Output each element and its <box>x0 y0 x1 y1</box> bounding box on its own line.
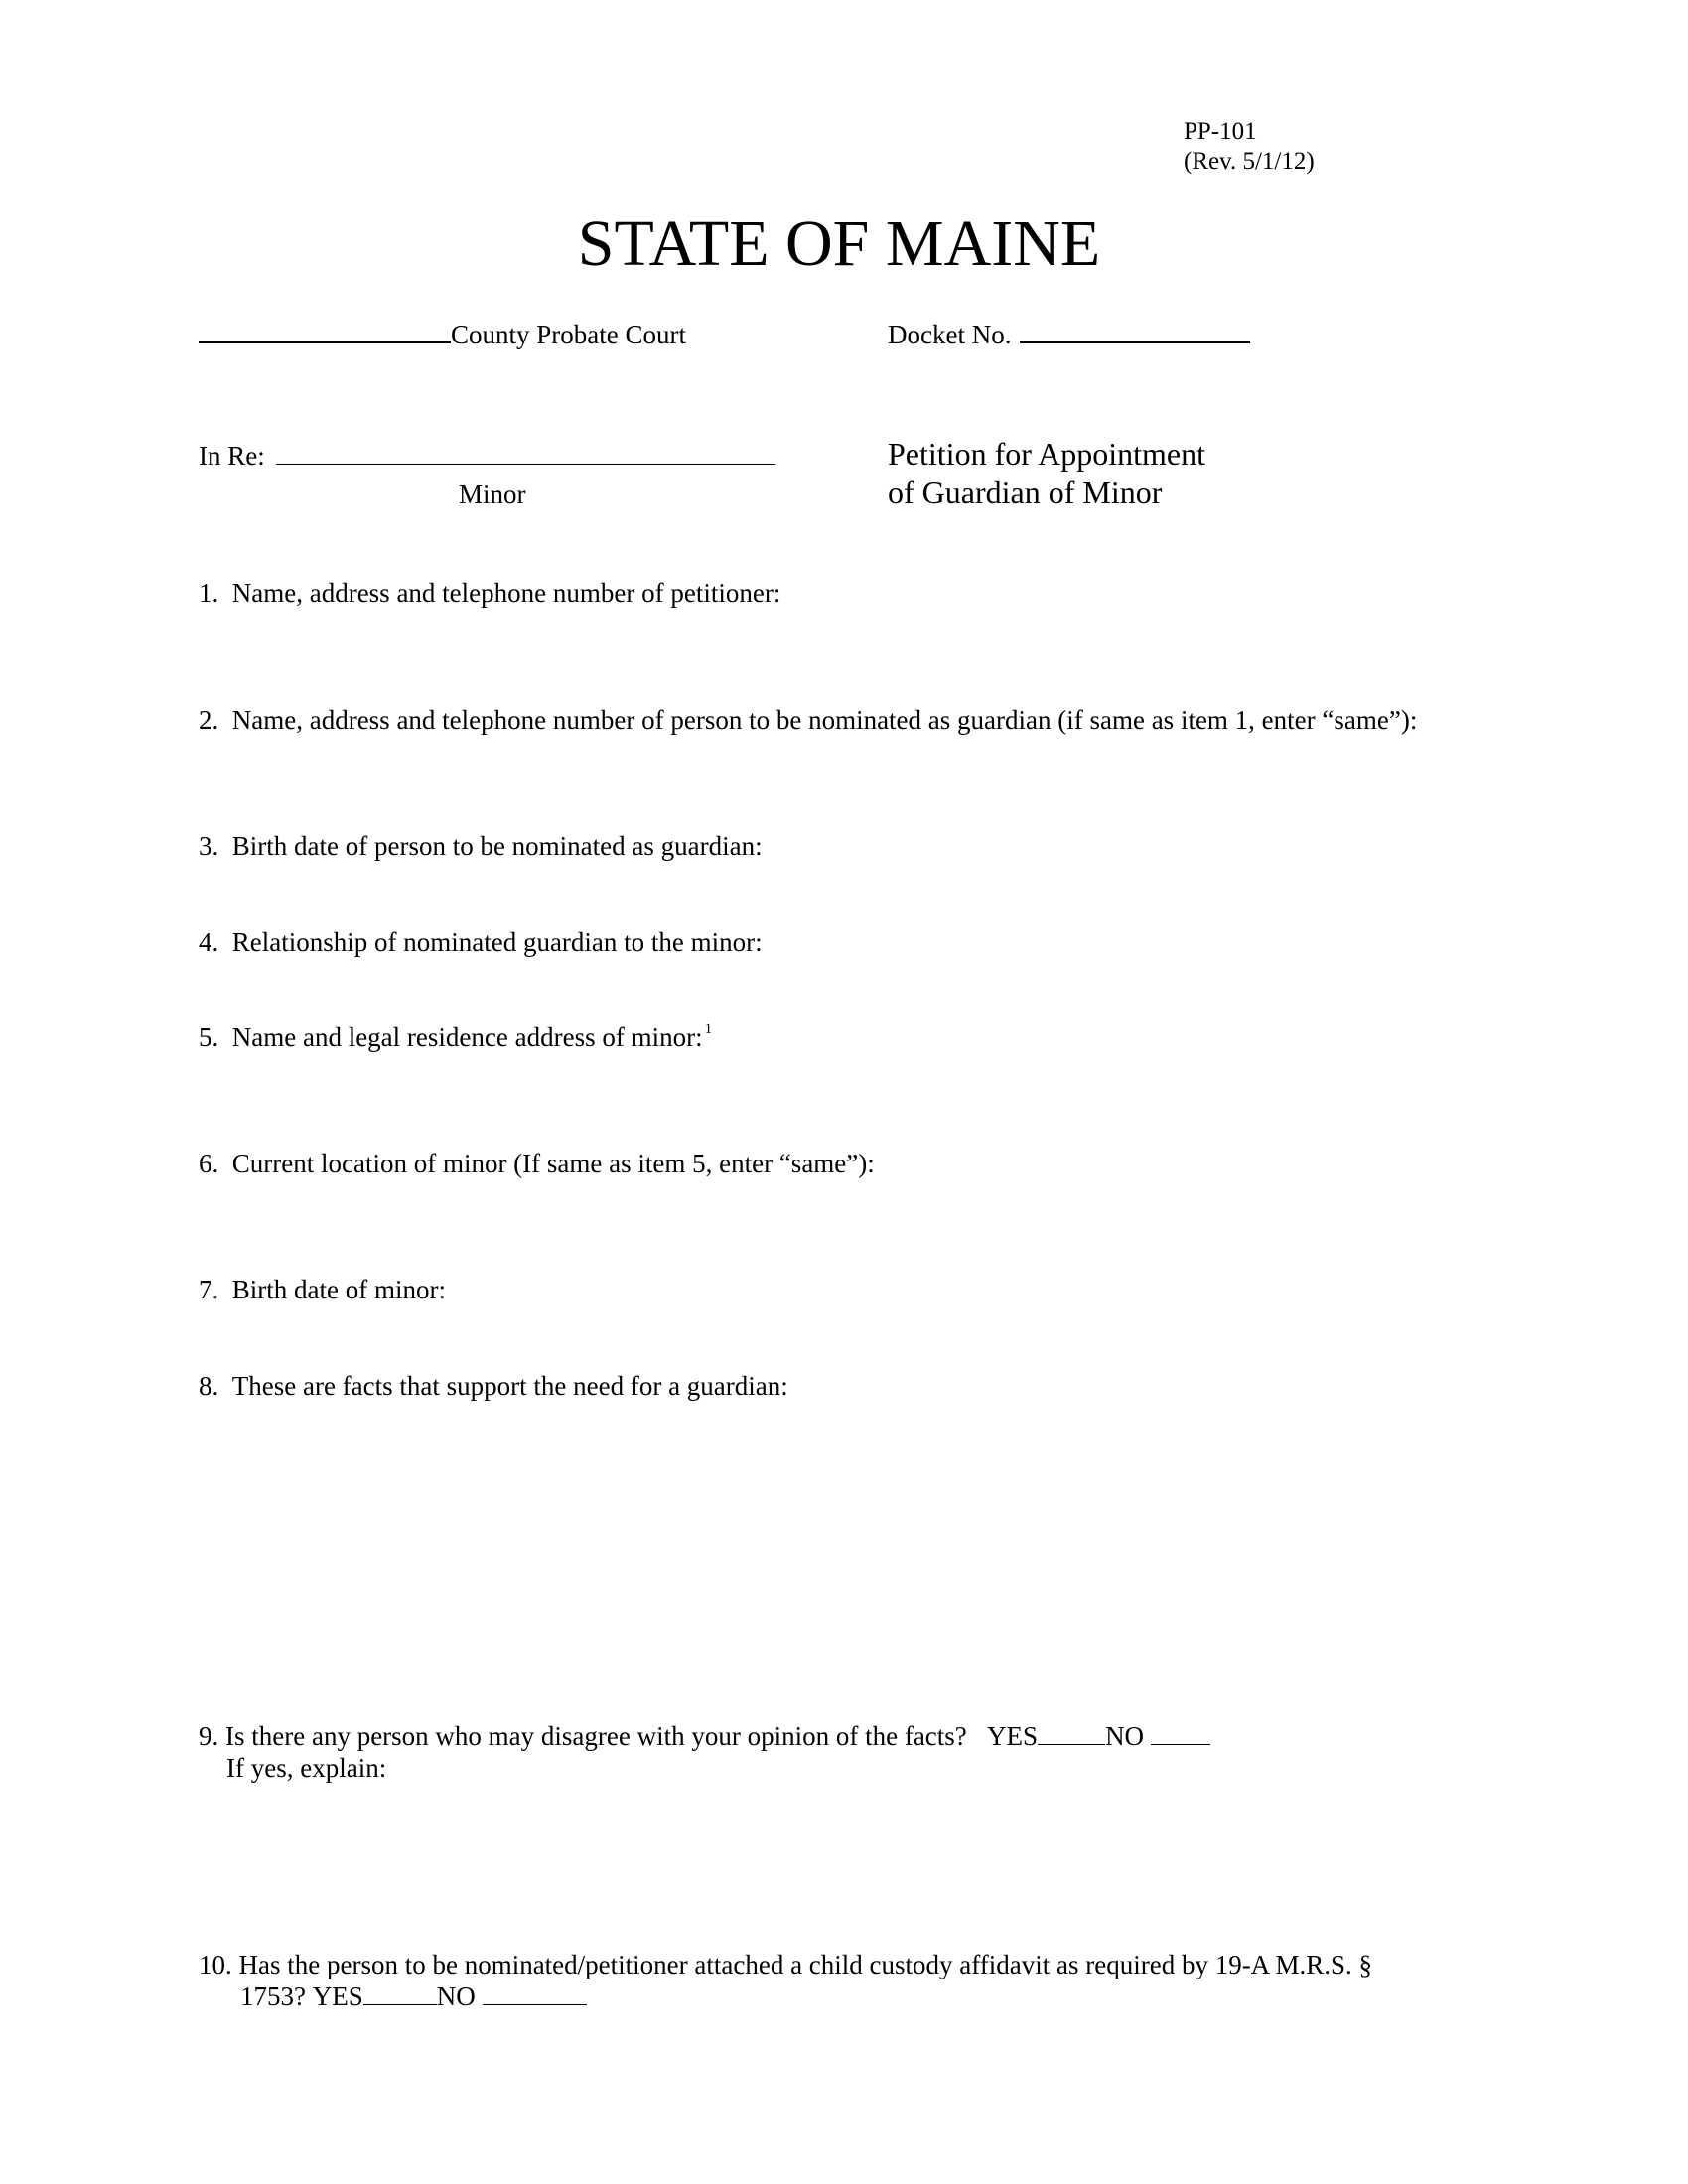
item-10-continuation <box>240 1980 587 2012</box>
county-field <box>199 319 686 350</box>
in-re-field <box>199 440 775 472</box>
in-re-label: In Re: <box>199 441 265 471</box>
footnote-marker: 1 <box>704 1022 713 1037</box>
item-number: 9. <box>199 1721 219 1751</box>
item-number: 8. <box>199 1371 219 1401</box>
item-2 <box>199 704 1417 736</box>
item-4 <box>199 926 763 958</box>
item-number: 10. <box>199 1950 232 1979</box>
item-number: 6. <box>199 1149 219 1178</box>
item-text: Name and legal residence address of minor: <box>231 1023 703 1052</box>
item-5 <box>199 1022 712 1058</box>
item-10 <box>199 1949 1372 1980</box>
item-continuation: 1753? <box>240 1981 306 2011</box>
item-1 <box>199 577 780 609</box>
item-text: Relationship of nominated guardian to the minor: <box>231 927 763 957</box>
item-number: 3. <box>199 831 219 861</box>
item-8 <box>199 1370 788 1402</box>
no-label: NO <box>436 1981 476 2011</box>
petition-title-line2: of Guardian of Minor <box>888 475 1163 510</box>
item-number: 5. <box>199 1023 219 1052</box>
item-number: 2. <box>199 705 219 735</box>
item-3 <box>199 830 763 862</box>
item-number: 1. <box>199 578 219 608</box>
form-revision: (Rev. 5/1/12) <box>1184 148 1315 175</box>
item-6 <box>199 1148 875 1179</box>
yes-label: YES <box>312 1981 363 2011</box>
county-blank[interactable] <box>199 341 451 343</box>
no-label: NO <box>1105 1721 1145 1751</box>
item-text: Birth date of minor: <box>231 1275 446 1304</box>
docket-field <box>888 319 1250 350</box>
docket-label: Docket No. <box>888 320 1012 349</box>
item-number: 7. <box>199 1275 219 1304</box>
page-title: STATE OF MAINE <box>577 207 1101 280</box>
item-text: Current location of minor (If same as item 5, enter “same”): <box>231 1149 875 1178</box>
no-blank[interactable] <box>483 1980 587 2005</box>
item-text: Is there any person who may disagree with your opinion of the facts? <box>225 1721 967 1751</box>
petition-title-line1: Petition for Appointment <box>888 436 1205 472</box>
no-blank[interactable] <box>1151 1720 1210 1745</box>
county-label: County Probate Court <box>451 320 686 349</box>
item-text: Name, address and telephone number of person to be nominated as guardian (if same as item 1, enter “same”): <box>231 705 1418 735</box>
item-text: Birth date of person to be nominated as guardian: <box>231 831 763 861</box>
item-9 <box>199 1720 1210 1752</box>
in-re-blank[interactable] <box>276 440 775 465</box>
item-7 <box>199 1274 446 1305</box>
minor-label: Minor <box>459 479 526 509</box>
docket-blank[interactable] <box>1020 341 1250 343</box>
yes-label: YES <box>987 1721 1039 1751</box>
form-number: PP-101 <box>1184 118 1257 145</box>
yes-blank[interactable] <box>1038 1720 1105 1745</box>
item-text: Name, address and telephone number of petitioner: <box>231 578 781 608</box>
item-number: 4. <box>199 927 219 957</box>
item-text: These are facts that support the need for a guardian: <box>231 1371 788 1401</box>
item-text: Has the person to be nominated/petitioner attached a child custody affidavit as required by 19-A M.R.S. § <box>238 1950 1372 1979</box>
item-9-followup: If yes, explain: <box>226 1753 387 1783</box>
yes-blank[interactable] <box>363 1980 437 2005</box>
